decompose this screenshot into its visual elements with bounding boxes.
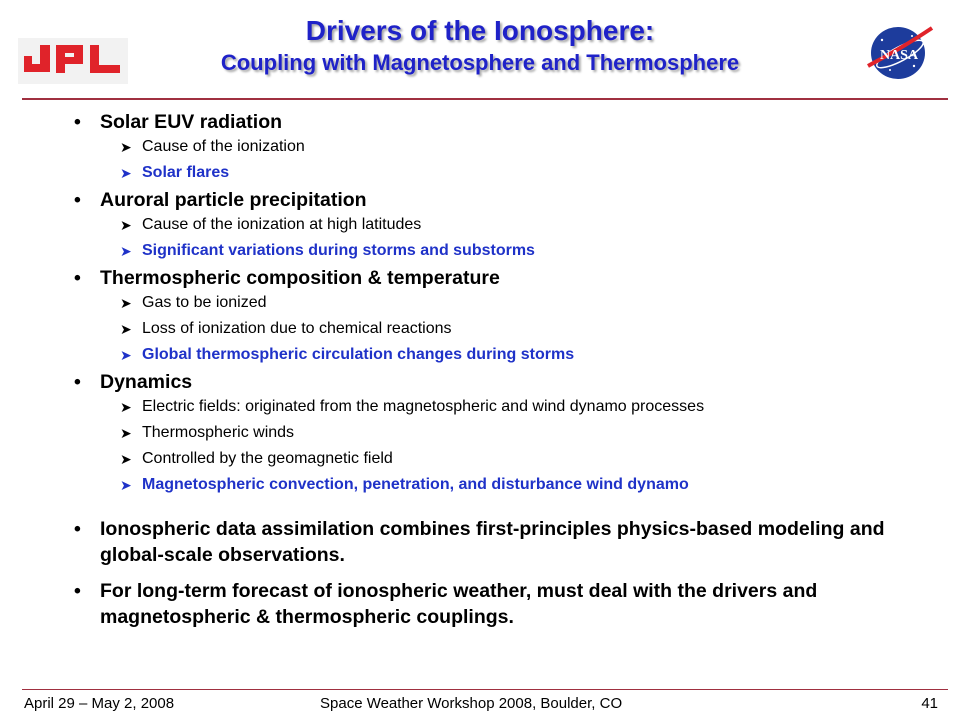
arrow-bullet-icon: ➤ bbox=[120, 165, 132, 181]
sub-bullet-text: Global thermospheric circulation changes during storms bbox=[142, 346, 575, 363]
sub-bullet-item bbox=[70, 134, 930, 160]
sub-bullet-text: Loss of ionization due to chemical reactions bbox=[142, 320, 452, 337]
sub-bullet-text: Electric fields: originated from the magnetospheric and wind dynamo processes bbox=[142, 398, 705, 415]
footer-divider bbox=[22, 689, 948, 690]
bullet-solar-euv: • Solar EUV radiation bbox=[70, 110, 930, 134]
jpl-logo bbox=[18, 38, 128, 84]
sub-bullet-item-highlight bbox=[70, 160, 930, 186]
sub-bullet-item bbox=[70, 316, 930, 342]
sub-bullet-text: Thermospheric winds bbox=[142, 424, 295, 441]
bullet-group-auroral bbox=[70, 188, 930, 264]
sub-bullet-item bbox=[70, 446, 930, 472]
arrow-bullet-icon: ➤ bbox=[120, 399, 132, 415]
footer-date: April 29 – May 2, 2008 bbox=[24, 695, 175, 712]
bullet-group-thermospheric bbox=[70, 266, 930, 368]
sub-bullet-text: Gas to be ionized bbox=[142, 294, 267, 311]
bullet-dynamics: • Dynamics bbox=[70, 370, 930, 394]
title-line-1: Drivers of the Ionosphere: bbox=[305, 15, 655, 46]
sub-bullet-text: Controlled by the geomagnetic field bbox=[142, 450, 393, 467]
sub-bullet-text: Solar flares bbox=[142, 164, 230, 181]
sub-bullet-text: Cause of the ionization at high latitudes bbox=[142, 216, 422, 233]
arrow-bullet-icon: ➤ bbox=[120, 295, 132, 311]
sub-bullet-text: Significant variations during storms and substorms bbox=[142, 242, 535, 259]
sub-bullet-item bbox=[70, 212, 930, 238]
sub-bullet-item bbox=[70, 290, 930, 316]
bullet-group-solar-euv bbox=[70, 110, 930, 186]
nasa-logo bbox=[862, 22, 936, 82]
arrow-bullet-icon: ➤ bbox=[120, 139, 132, 155]
arrow-bullet-icon: ➤ bbox=[120, 347, 132, 363]
content-area bbox=[70, 110, 930, 630]
nasa-logo-text: NASA bbox=[879, 48, 919, 63]
sub-bullet-text: Magnetospheric convection, penetration, and disturbance wind dynamo bbox=[142, 476, 689, 493]
bullet-thermospheric: • Thermospheric composition & temperature bbox=[70, 266, 930, 290]
sub-bullet-item bbox=[70, 420, 930, 446]
arrow-bullet-icon: ➤ bbox=[120, 425, 132, 441]
bullet-group-dynamics bbox=[70, 370, 930, 498]
conclusion-bullet-assimilation: • Ionospheric data assimilation combines first-principles physics-based modeling and global-scale observations. bbox=[70, 516, 930, 568]
bullet-auroral: • Auroral particle precipitation bbox=[70, 188, 930, 212]
sub-bullet-item-highlight bbox=[70, 472, 930, 498]
title-line-2: Coupling with Magnetosphere and Thermosphere bbox=[220, 50, 740, 75]
sub-bullet-text: Cause of the ionization bbox=[142, 138, 305, 155]
arrow-bullet-icon: ➤ bbox=[120, 243, 132, 259]
header-divider bbox=[22, 98, 948, 100]
sub-bullet-item-highlight bbox=[70, 342, 930, 368]
arrow-bullet-icon: ➤ bbox=[120, 321, 132, 337]
footer-event: Space Weather Workshop 2008, Boulder, CO bbox=[320, 695, 623, 712]
arrow-bullet-icon: ➤ bbox=[120, 477, 132, 493]
arrow-bullet-icon: ➤ bbox=[120, 451, 132, 467]
sub-bullet-item-highlight bbox=[70, 238, 930, 264]
footer-page-number: 41 bbox=[921, 695, 938, 712]
slide-title bbox=[140, 14, 820, 78]
arrow-bullet-icon: ➤ bbox=[120, 217, 132, 233]
sub-bullet-item bbox=[70, 394, 930, 420]
conclusion-bullet-forecast: • For long-term forecast of ionospheric weather, must deal with the drivers and magnetospheric & thermospheric couplings. bbox=[70, 578, 930, 630]
